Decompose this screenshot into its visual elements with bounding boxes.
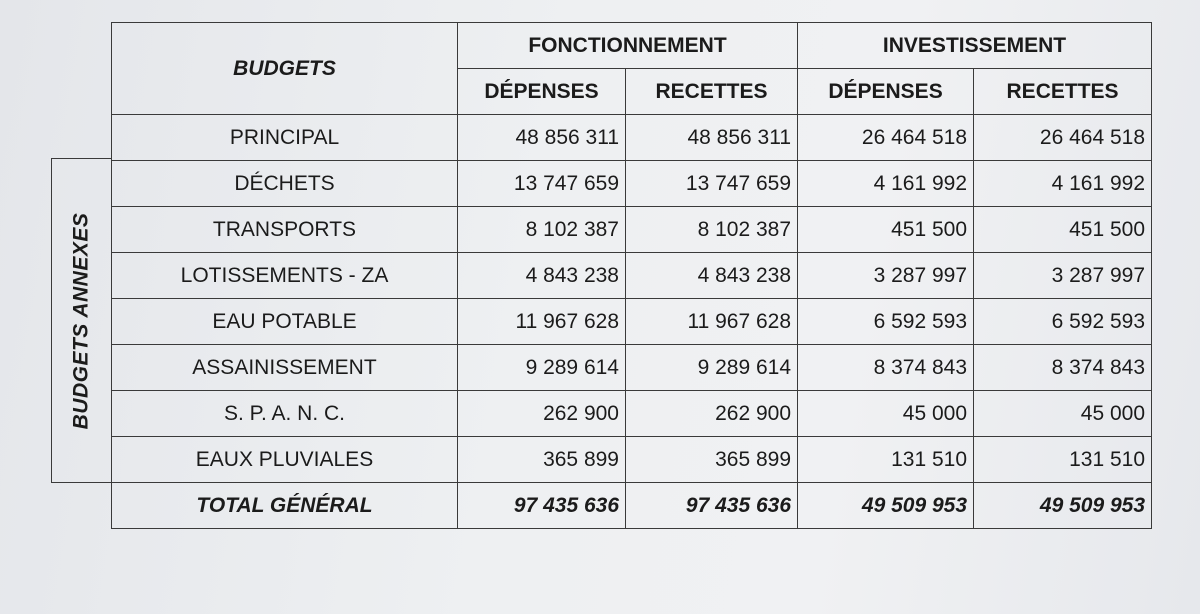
cell-value: 131 510 [798, 437, 974, 483]
cell-value: 262 900 [458, 391, 626, 437]
cell-value: 13 747 659 [458, 161, 626, 207]
total-value: 49 509 953 [798, 483, 974, 529]
cell-value: 131 510 [974, 437, 1152, 483]
row-label: TRANSPORTS [112, 207, 458, 253]
table-row [112, 115, 1152, 161]
row-label: EAUX PLUVIALES [112, 437, 458, 483]
table-row [112, 391, 1152, 437]
budget-table [111, 22, 1152, 529]
total-label: TOTAL GÉNÉRAL [112, 483, 458, 529]
group-header-fonctionnement: FONCTIONNEMENT [458, 23, 798, 69]
table-row [112, 253, 1152, 299]
total-value: 97 435 636 [626, 483, 798, 529]
cell-value: 365 899 [626, 437, 798, 483]
budgets-column-header: BUDGETS [112, 23, 458, 115]
subheader-fonct-depenses: DÉPENSES [458, 69, 626, 115]
cell-value: 8 102 387 [458, 207, 626, 253]
cell-value: 6 592 593 [798, 299, 974, 345]
group-header-investissement: INVESTISSEMENT [798, 23, 1152, 69]
cell-value: 451 500 [974, 207, 1152, 253]
table-row [112, 345, 1152, 391]
cell-value: 4 161 992 [798, 161, 974, 207]
cell-value: 4 843 238 [458, 253, 626, 299]
cell-value: 451 500 [798, 207, 974, 253]
cell-value: 8 374 843 [798, 345, 974, 391]
subheader-invest-recettes: RECETTES [974, 69, 1152, 115]
table-row [112, 437, 1152, 483]
cell-value: 6 592 593 [974, 299, 1152, 345]
cell-value: 4 843 238 [626, 253, 798, 299]
row-label: ASSAINISSEMENT [112, 345, 458, 391]
cell-value: 11 967 628 [626, 299, 798, 345]
cell-value: 26 464 518 [974, 115, 1152, 161]
total-row [112, 483, 1152, 529]
cell-value: 3 287 997 [798, 253, 974, 299]
cell-value: 45 000 [974, 391, 1152, 437]
cell-value: 48 856 311 [626, 115, 798, 161]
annex-label-container [51, 158, 111, 483]
header-row-groups [112, 23, 1152, 69]
cell-value: 13 747 659 [626, 161, 798, 207]
row-label: LOTISSEMENTS - ZA [112, 253, 458, 299]
cell-value: 9 289 614 [458, 345, 626, 391]
row-label: DÉCHETS [112, 161, 458, 207]
cell-value: 3 287 997 [974, 253, 1152, 299]
cell-value: 365 899 [458, 437, 626, 483]
cell-value: 262 900 [626, 391, 798, 437]
annex-label: BUDGETS ANNEXES [69, 212, 93, 429]
cell-value: 45 000 [798, 391, 974, 437]
row-label: PRINCIPAL [112, 115, 458, 161]
cell-value: 9 289 614 [626, 345, 798, 391]
table-row [112, 299, 1152, 345]
cell-value: 26 464 518 [798, 115, 974, 161]
row-label: EAU POTABLE [112, 299, 458, 345]
cell-value: 48 856 311 [458, 115, 626, 161]
subheader-invest-depenses: DÉPENSES [798, 69, 974, 115]
subheader-fonct-recettes: RECETTES [626, 69, 798, 115]
row-label: S. P. A. N. C. [112, 391, 458, 437]
cell-value: 4 161 992 [974, 161, 1152, 207]
total-value: 97 435 636 [458, 483, 626, 529]
total-value: 49 509 953 [974, 483, 1152, 529]
cell-value: 8 374 843 [974, 345, 1152, 391]
cell-value: 8 102 387 [626, 207, 798, 253]
table-row [112, 207, 1152, 253]
table-row [112, 161, 1152, 207]
cell-value: 11 967 628 [458, 299, 626, 345]
